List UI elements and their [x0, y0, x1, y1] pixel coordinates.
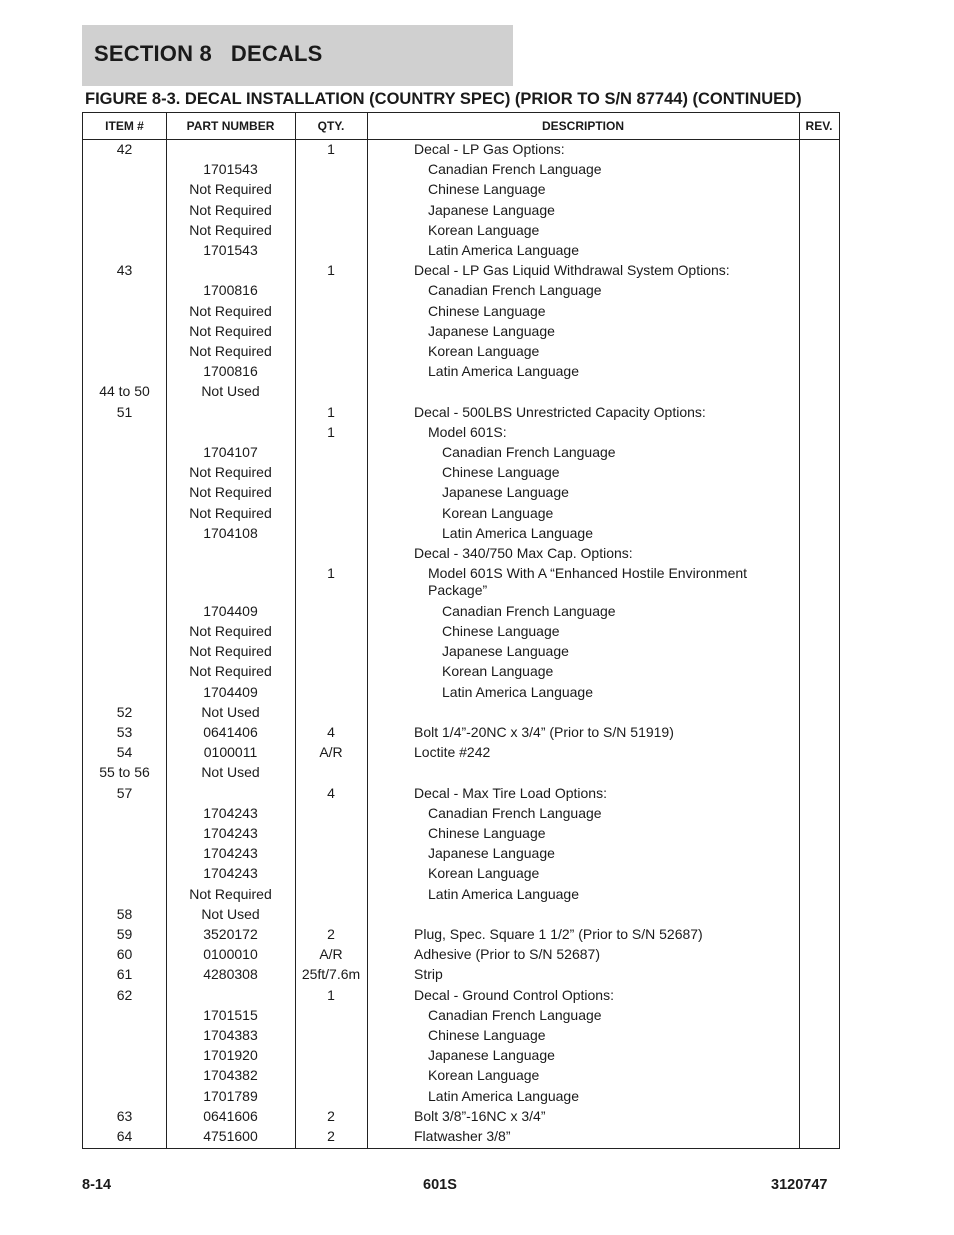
description-cell: Strip: [414, 966, 443, 983]
description-cell: Bolt 3/8”-16NC x 3/4”: [414, 1107, 546, 1124]
description-cell: Korean Language: [428, 865, 540, 882]
description-cell: Japanese Language: [428, 1047, 555, 1064]
item-cell: 42: [116, 141, 133, 157]
part-number-cell: Not Required: [189, 221, 272, 238]
figure-title: FIGURE 8-3. DECAL INSTALLATION (COUNTRY SPEC) (PRIOR TO S/N 87744) (CONTINUED): [85, 90, 802, 108]
part-number-cell: 1701515: [203, 1006, 258, 1023]
description-cell: Latin America Language: [428, 885, 579, 902]
part-number-cell: Not Required: [189, 343, 272, 359]
description-cell: Latin America Language: [428, 363, 579, 380]
qty-cell: 1: [327, 986, 335, 1003]
description-cell: Korean Language: [428, 221, 540, 238]
description-cell: Model 601S:: [428, 423, 507, 440]
parts-table: [82, 112, 840, 1149]
part-number-cell: 0641606: [203, 1107, 258, 1124]
description-cell: Chinese Language: [428, 181, 546, 198]
description-cell: Latin America Language: [428, 242, 579, 258]
header-item: ITEM #: [105, 119, 144, 133]
description-cell: Japanese Language: [428, 322, 555, 339]
part-number-cell: 1700816: [203, 363, 258, 380]
qty-cell: A/R: [319, 744, 343, 761]
description-cell: Japanese Language: [428, 201, 555, 218]
item-cell: 57: [116, 784, 133, 801]
part-number-cell: 1704243: [203, 804, 258, 821]
qty-cell: 1: [327, 423, 335, 440]
model-name: 601S: [423, 1177, 457, 1193]
part-number-cell: 1704409: [203, 602, 258, 619]
description-cell: Japanese Language: [442, 643, 569, 660]
header-rev: REV.: [805, 119, 833, 133]
part-number-cell: Not Required: [189, 622, 272, 639]
part-number-cell: 1704243: [203, 865, 258, 882]
part-number-cell: 1704108: [203, 524, 258, 541]
header-divider: [83, 139, 839, 140]
description-cell: Adhesive (Prior to S/N 52687): [414, 946, 600, 963]
part-number-cell: 0100010: [203, 946, 258, 963]
part-number-cell: 1704382: [203, 1067, 258, 1084]
part-number-cell: 1704383: [203, 1026, 258, 1043]
page-number: 8-14: [82, 1177, 112, 1193]
header-description: DESCRIPTION: [541, 119, 624, 133]
description-cell: Canadian French Language: [428, 1006, 602, 1023]
description-cell: Loctite #242: [414, 744, 491, 761]
description-cell: Canadian French Language: [442, 602, 616, 619]
part-number-cell: 0641406: [203, 723, 258, 740]
description-cell: Japanese Language: [428, 845, 555, 862]
part-number-cell: Not Required: [189, 464, 272, 481]
part-number-cell: Not Required: [189, 302, 272, 319]
part-number-cell: 4751600: [203, 1127, 258, 1144]
description-cell: Decal - 500LBS Unrestricted Capacity Options:: [414, 403, 706, 420]
description-cell: Bolt 1/4”-20NC x 3/4” (Prior to S/N 51919): [414, 723, 674, 740]
qty-cell: A/R: [319, 946, 343, 963]
qty-cell: 4: [327, 723, 335, 740]
description-cell: Latin America Language: [442, 683, 593, 700]
part-number-cell: 1701543: [203, 161, 258, 178]
part-number-cell: Not Used: [201, 703, 260, 720]
part-number-cell: 1701920: [203, 1047, 258, 1064]
description-cell: Japanese Language: [442, 484, 569, 501]
item-cell: 54: [116, 744, 133, 761]
header-qty: QTY.: [317, 119, 345, 133]
description-cell: Model 601S With A “Enhanced Hostile Environment Package”: [428, 565, 748, 599]
qty-cell: 2: [327, 1127, 335, 1144]
qty-cell: 1: [327, 141, 335, 157]
description-cell: Korean Language: [428, 1067, 540, 1084]
description-cell: Chinese Language: [428, 824, 546, 841]
description-cell: Korean Language: [428, 343, 540, 359]
part-number-cell: Not Required: [189, 663, 272, 680]
part-number-cell: 3520172: [203, 925, 258, 942]
item-cell: 53: [116, 723, 133, 740]
part-number-cell: 1701543: [203, 242, 258, 258]
part-number-cell: 1700816: [203, 282, 258, 299]
description-cell: Latin America Language: [428, 1087, 579, 1104]
qty-cell: 1: [327, 262, 335, 279]
description-cell: Decal - LP Gas Liquid Withdrawal System Options:: [414, 262, 730, 279]
item-cell: 62: [116, 986, 133, 1003]
description-cell: Korean Language: [442, 504, 554, 521]
description-cell: Chinese Language: [442, 464, 560, 481]
part-number-cell: Not Used: [201, 905, 260, 922]
item-cell: 61: [116, 966, 133, 983]
qty-cell: 2: [327, 1107, 335, 1124]
description-cell: Flatwasher 3/8”: [414, 1127, 511, 1144]
header-part-number: PART NUMBER: [186, 119, 275, 133]
description-cell: Canadian French Language: [428, 161, 602, 178]
part-number-cell: Not Required: [189, 885, 272, 902]
item-cell: 58: [116, 905, 133, 922]
part-number-cell: 1701789: [203, 1087, 258, 1104]
part-number-cell: Not Required: [189, 643, 272, 660]
qty-cell: 2: [327, 925, 335, 942]
qty-cell: 1: [327, 403, 335, 420]
part-number-cell: 0100011: [203, 744, 258, 761]
part-number-cell: Not Required: [189, 181, 272, 198]
section-header: [82, 25, 513, 86]
part-number-cell: Not Required: [189, 484, 272, 501]
document-number: 3120747: [771, 1177, 828, 1193]
description-cell: Decal - Max Tire Load Options:: [414, 784, 607, 801]
part-number-cell: 4280308: [203, 966, 258, 983]
description-cell: Canadian French Language: [428, 804, 602, 821]
part-number-cell: Not Used: [201, 383, 260, 400]
qty-cell: 4: [327, 784, 335, 801]
description-cell: Korean Language: [442, 663, 554, 680]
description-cell: Decal - 340/750 Max Cap. Options:: [414, 545, 633, 561]
description-cell: Canadian French Language: [428, 282, 602, 299]
description-cell: Decal - Ground Control Options:: [414, 986, 614, 1003]
qty-cell: 25ft/7.6m: [301, 966, 361, 983]
qty-cell: 1: [327, 565, 335, 582]
part-number-cell: 1704409: [203, 683, 258, 700]
item-cell: 55 to 56: [99, 764, 150, 781]
item-cell: 59: [116, 925, 133, 942]
description-cell: Canadian French Language: [442, 444, 616, 460]
item-cell: 44 to 50: [99, 383, 150, 400]
item-cell: 64: [116, 1127, 133, 1144]
part-number-cell: Not Required: [189, 322, 272, 339]
item-cell: 51: [116, 403, 133, 420]
part-number-cell: 1704243: [203, 845, 258, 862]
description-cell: Chinese Language: [428, 1026, 546, 1043]
part-number-cell: Not Used: [201, 764, 260, 781]
part-number-cell: Not Required: [189, 201, 272, 218]
part-number-cell: 1704107: [203, 444, 258, 460]
item-cell: 63: [116, 1107, 133, 1124]
description-cell: Decal - LP Gas Options:: [414, 141, 565, 157]
part-number-cell: 1704243: [203, 824, 258, 841]
description-cell: Latin America Language: [442, 524, 593, 541]
description-cell: Chinese Language: [428, 302, 546, 319]
description-cell: Plug, Spec. Square 1 1/2” (Prior to S/N 52687): [414, 925, 703, 942]
item-cell: 52: [116, 703, 133, 720]
item-cell: 60: [116, 946, 133, 963]
description-cell: Chinese Language: [442, 622, 560, 639]
column-divider: [367, 113, 368, 1148]
part-number-cell: Not Required: [189, 504, 272, 521]
section-title: SECTION 8 DECALS: [94, 41, 323, 66]
item-cell: 43: [116, 262, 133, 279]
